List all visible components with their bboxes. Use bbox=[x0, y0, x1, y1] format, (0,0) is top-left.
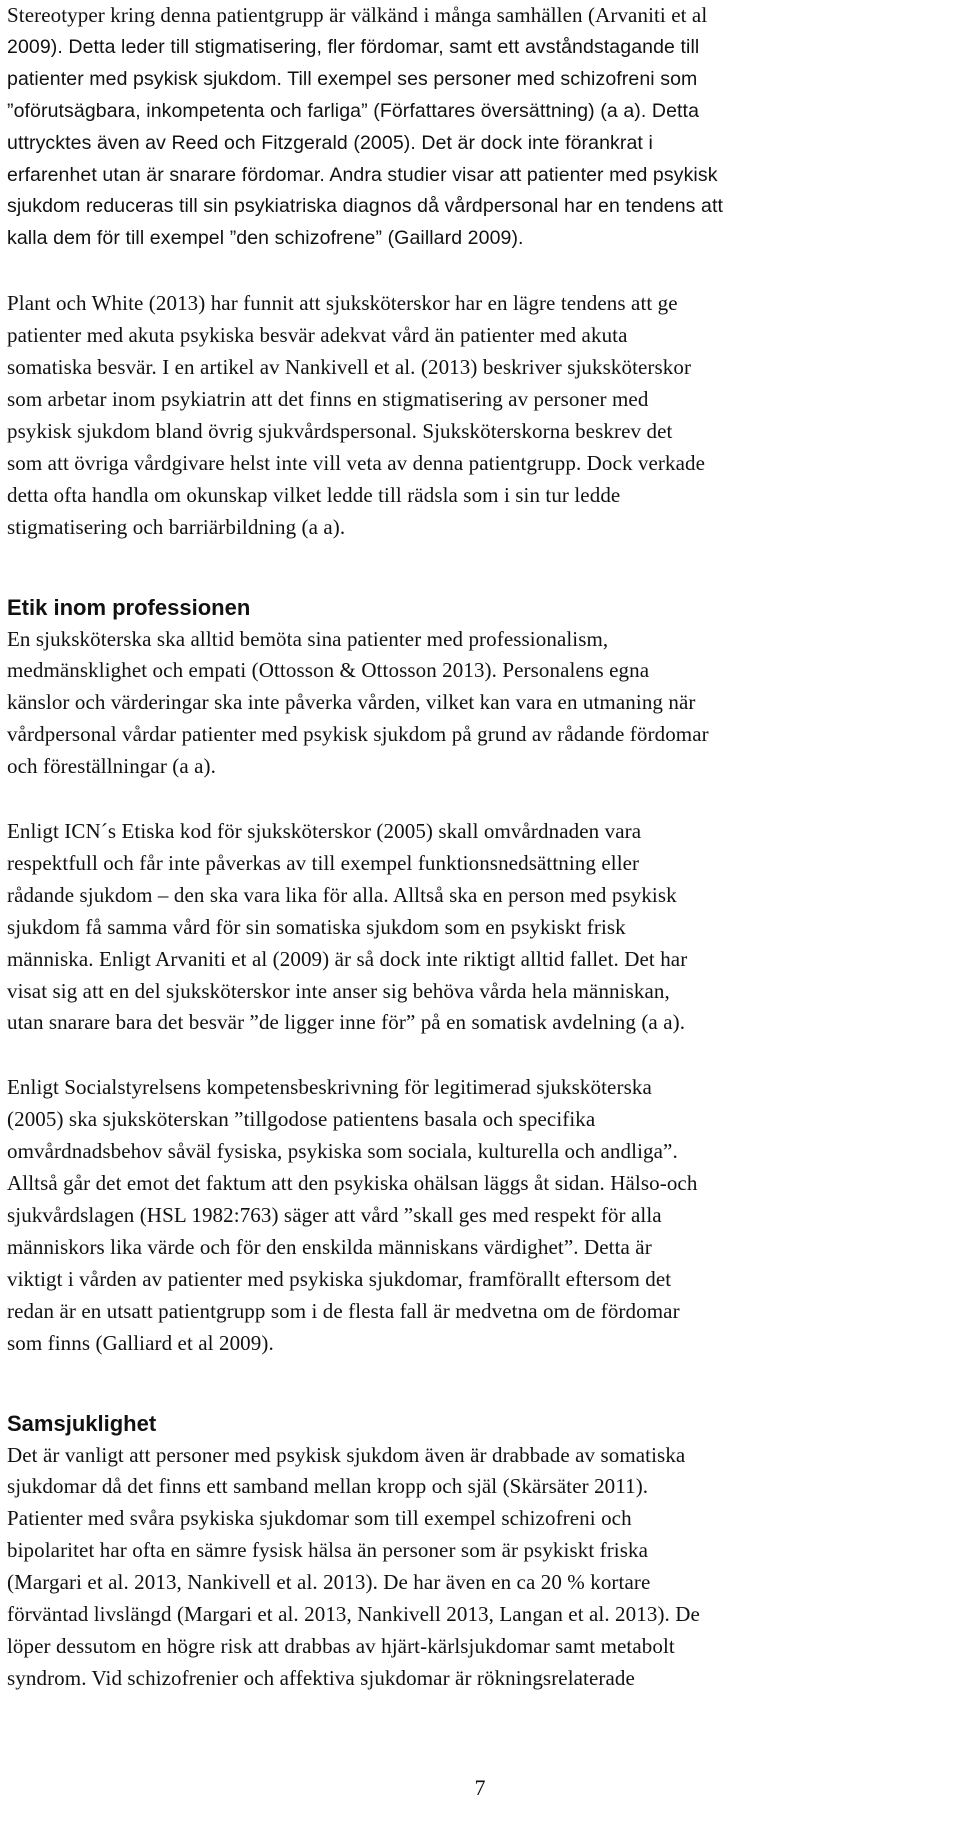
paragraph-comorbidity bbox=[7, 1440, 922, 1695]
text-line: Plant och White (2013) har funnit att sjuksköterskor har en lägre tendens att ge bbox=[7, 291, 678, 316]
text-line: somatiska besvär. I en artikel av Nankivell et al. (2013) beskriver sjuksköterskor bbox=[7, 355, 692, 380]
text-line: respektfull och får inte påverkas av till exempel funktionsnedsättning eller bbox=[7, 850, 640, 875]
text-line: sjukdom få samma vård för sin somatiska sjukdom som en psykiskt frisk bbox=[7, 914, 626, 939]
section-spacer bbox=[7, 1360, 922, 1408]
text-line: Stereotyper kring denna patientgrupp är välkänd i många samhällen (Arvaniti et al bbox=[7, 3, 708, 27]
section-heading-etik: Etik inom professionen bbox=[7, 594, 251, 620]
document-body bbox=[7, 0, 922, 1695]
paragraph-spacer bbox=[7, 255, 922, 288]
text-line: och föreställningar (a a). bbox=[7, 754, 217, 779]
text-line: En sjuksköterska ska alltid bemöta sina patienter med professionalism, bbox=[7, 626, 609, 651]
text-line: löper dessutom en högre risk att drabbas av hjärt-kärlsjukdomar samt metabolt bbox=[7, 1633, 675, 1658]
text-line: erfarenhet utan är snarare fördomar. Andra studier visar att patienter med psykisk bbox=[7, 163, 718, 186]
text-line: psykisk sjukdom bland övrig sjukvårdspersonal. Sjuksköterskorna beskrev det bbox=[7, 418, 673, 443]
text-line: som finns (Galliard et al 2009). bbox=[7, 1330, 274, 1355]
text-line: vårdpersonal vårdar patienter med psykisk sjukdom på grund av rådande fördomar bbox=[7, 722, 709, 747]
text-line: sjukvårdslagen (HSL 1982:763) säger att vård ”skall ges med respekt för alla bbox=[7, 1203, 662, 1227]
paragraph-icn bbox=[7, 816, 922, 1039]
text-line: Enligt Socialstyrelsens kompetensbeskrivning för legitimerad sjuksköterska bbox=[7, 1075, 652, 1100]
text-line: patienter med akuta psykiska besvär adekvat vård än patienter med akuta bbox=[7, 323, 628, 348]
page-number: 7 bbox=[474, 1775, 486, 1800]
paragraph-spacer bbox=[7, 1039, 922, 1072]
text-line: som arbetar inom psykiatrin att det finns en stigmatisering av personer med bbox=[7, 386, 649, 411]
text-line: människors lika värde och för den enskilda människans värdighet”. Detta är bbox=[7, 1234, 652, 1259]
text-line: Det är vanligt att personer med psykisk sjukdom även är drabbade av somatiska bbox=[7, 1442, 686, 1467]
text-line: kalla dem för till exempel ”den schizofrene” (Gaillard 2009). bbox=[7, 227, 524, 250]
text-line: sjukdom reduceras till sin psykiatriska diagnos då vårdpersonal har en tendens att bbox=[7, 195, 723, 218]
text-line: patienter med psykisk sjukdom. Till exempel ses personer med schizofreni som bbox=[7, 67, 698, 90]
paragraph-stereotypes bbox=[7, 0, 922, 255]
text-line: utan snarare bara det besvär ”de ligger inne för” på en somatisk avdelning (a a). bbox=[7, 1010, 686, 1035]
text-line: känslor och värderingar ska inte påverka vården, vilket kan vara en utmaning när bbox=[7, 690, 696, 715]
text-line: som att övriga vårdgivare helst inte vill veta av denna patientgrupp. Dock verkade bbox=[7, 450, 706, 475]
text-line: (2005) ska sjuksköterskan ”tillgodose patientens basala och specifika bbox=[7, 1107, 596, 1132]
text-line: Patienter med svåra psykiska sjukdomar som till exempel schizofreni och bbox=[7, 1506, 632, 1531]
text-line: Alltså går det emot det faktum att den psykiska ohälsan läggs åt sidan. Hälso-och bbox=[7, 1171, 698, 1196]
text-line: redan är en utsatt patientgrupp som i de flesta fall är medvetna om de fördomar bbox=[7, 1298, 680, 1323]
text-line: syndrom. Vid schizofrenier och affektiva sjukdomar är rökningsrelaterade bbox=[7, 1665, 635, 1690]
paragraph-spacer bbox=[7, 783, 922, 816]
text-line: ”oförutsägbara, inkompetenta och farliga” (Författares översättning) (a a). Detta bbox=[7, 99, 700, 122]
text-line: (Margari et al. 2013, Nankivell et al. 2013). De har även en ca 20 % kortare bbox=[7, 1570, 651, 1595]
text-line: Enligt ICN´s Etiska kod för sjuksköterskor (2005) skall omvårdnaden vara bbox=[7, 819, 642, 844]
text-line: förväntad livslängd (Margari et al. 2013, Nankivell 2013, Langan et al. 2013). De bbox=[7, 1602, 700, 1627]
section-spacer bbox=[7, 544, 922, 592]
text-line: detta ofta handla om okunskap vilket ledde till rädsla som i sin tur ledde bbox=[7, 482, 621, 507]
text-line: rådande sjukdom – den ska vara lika för alla. Alltså ska en person med psykisk bbox=[7, 882, 677, 907]
text-line: 2009). Detta leder till stigmatisering, fler fördomar, samt ett avståndstagande till bbox=[7, 35, 700, 58]
text-line: stigmatisering och barriärbildning (a a). bbox=[7, 514, 346, 539]
paragraph-professionalism bbox=[7, 624, 922, 784]
text-line: medmänsklighet och empati (Ottosson & Ottosson 2013). Personalens egna bbox=[7, 658, 650, 683]
text-line: människa. Enligt Arvaniti et al (2009) är så dock inte riktigt alltid fallet. Det har bbox=[7, 946, 688, 971]
paragraph-socialstyrelsen bbox=[7, 1072, 922, 1359]
text-line: omvårdnadsbehov såväl fysiska, psykiska som sociala, kulturella och andliga”. bbox=[7, 1139, 678, 1164]
text-line: viktigt i vården av patienter med psykiska sjukdomar, framförallt eftersom det bbox=[7, 1266, 672, 1291]
text-line: visat sig att en del sjuksköterskor inte anser sig behöva vårda hela människan, bbox=[7, 978, 670, 1003]
paragraph-plant-white bbox=[7, 288, 922, 543]
section-heading-samsjuklighet: Samsjuklighet bbox=[7, 1410, 157, 1436]
text-line: sjukdomar då det finns ett samband mellan kropp och själ (Skärsäter 2011). bbox=[7, 1474, 649, 1499]
text-line: uttrycktes även av Reed och Fitzgerald (2005). Det är dock inte förankrat i bbox=[7, 131, 653, 154]
text-line: bipolaritet har ofta en sämre fysisk hälsa än personer som är psykiskt friska bbox=[7, 1538, 649, 1563]
